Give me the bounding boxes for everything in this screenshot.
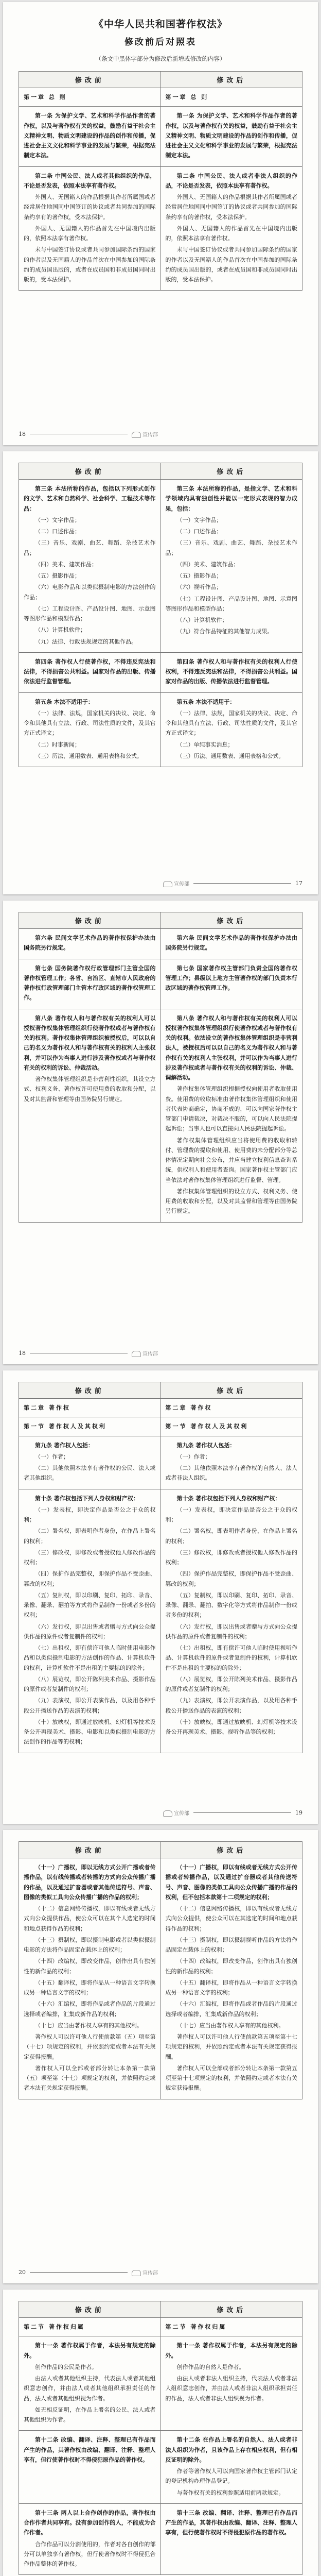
- paragraph: 第九条 著作权人包括：: [176, 1442, 236, 1449]
- paragraph: 外国人、无国籍人的作品首先在中国境内出版的，依照本法享有著作权。: [24, 225, 156, 242]
- header-before: 修改前: [19, 2301, 161, 2318]
- header-before: 修改前: [19, 72, 161, 88]
- comparison-table: [19, 1841, 302, 2099]
- paragraph: 著作权集体管理组织是非营利性组织，其设立方式、权利义务、著作权许可使用费的收取和分配，以及对其监督和管理等由国务院另行规定。: [24, 1076, 156, 1103]
- paragraph: 第四条 著作权人行使著作权，不得违反宪法和法律，不得损害公共利益。国家对作品的出版、传播依法进行监督管理。: [24, 658, 156, 685]
- comparison-table: [19, 912, 302, 1223]
- document-page: [3, 2290, 318, 2576]
- before-cell: [19, 2503, 161, 2575]
- before-cell: [19, 1436, 161, 1489]
- paragraph: （十五）翻译权，即将作品从一种语言文字转换成另一种语言文字的权利；: [24, 1979, 156, 1996]
- after-cell: [160, 692, 302, 767]
- paragraph: （一）文字作品；: [176, 516, 222, 523]
- paragraph: （二）时事新闻；: [35, 741, 80, 748]
- after-cell: [160, 652, 302, 692]
- paragraph: （十）放映权，即通过放映机、幻灯机等技术设备公开再现美术、摄影、电影和以类似摄制电影的方法创作的作品等的权利；: [24, 1718, 156, 1745]
- paragraph: 由法人或者其他组织主持，代表法人或者其他组织意志创作，并由法人或者其他组织承担责任的作品，法人或者其他组织视为作者。: [24, 2375, 156, 2402]
- article-row: [19, 1009, 302, 1222]
- page-body: [3, 2, 318, 291]
- paragraph: （七）工程设计图、产品设计图、地图、示意图等图形作品和模型作品；: [24, 605, 156, 622]
- paragraph: （十四）改编权，即改变作品，创作出具有独创性的新作品的权利；: [24, 1958, 156, 1975]
- paragraph: （十二）信息网络传播权，即以有线或者无线方式向公众提供作品，使公众可以在其个人选定的时间和地点获得作品的权利；: [24, 1905, 156, 1932]
- paragraph: 第二条 中国公民、法人或者非法人组织的作品，不论是否发表，依照本法享有著作权。: [165, 172, 297, 189]
- document-subtitle: 修改前后对照表: [124, 37, 197, 47]
- after-cell: [160, 929, 302, 959]
- paragraph: （一）发表权，即决定作品是否公之于众的权利；: [165, 1506, 297, 1523]
- article-row: [19, 1858, 302, 2099]
- paragraph: 创作作品的公民是作者。: [35, 2363, 97, 2370]
- paragraph: 合作作品可以分割使用的，作者对各自创作的部分可以单独享有著作权，但行使著作权时不得侵犯合作作品整体的著作权。: [24, 2540, 156, 2567]
- paragraph: （四）保护作品完整权，即保护作品不受歪曲、篡改的权利；: [24, 1570, 156, 1587]
- paragraph: （九）表演权，即公开表演作品，以及用各种手段公开播送作品的表演的权利；: [24, 1697, 156, 1714]
- document-note: （条文中黑体字部分为修改后新增或修改的内容）: [95, 55, 226, 62]
- before-cell: [19, 1489, 161, 1753]
- comparison-table: [19, 2301, 302, 2575]
- logo-text: 宣传部: [142, 432, 158, 438]
- article-row: [19, 166, 302, 291]
- before-cell: [19, 480, 161, 653]
- before-cell: [19, 166, 161, 291]
- paragraph: 第十三条 改编、翻译、注释、整理已有作品而产生的作品，其著作权由改编、翻译、注释、整理人享有，但行使著作权时不得侵犯原作品的著作权。: [165, 2509, 297, 2536]
- paragraph: 第七条 国家著作权主管部门负责全国的著作权管理工作；县级以上地方主管著作权的部门负责本行政区域的著作权管理工作。: [165, 964, 297, 991]
- paragraph: （八）计算机软件；: [176, 617, 228, 623]
- article-row: [19, 2336, 302, 2431]
- before-cell: [19, 107, 161, 166]
- paragraph: （十七）应当由著作权人享有的其他权利。: [35, 2022, 142, 2029]
- after-cell: [160, 2503, 302, 2575]
- paragraph: 第十一条 著作权属于作者，本法另有规定的除外。: [165, 2342, 297, 2359]
- paragraph: （五）复制权，即以印刷、复印、拓印、录音、录像、翻录、翻拍等方式将作品制作一份或者多份的权利；: [24, 1591, 156, 1619]
- publisher-logo: [163, 1809, 189, 1817]
- paragraph: （七）出租权，即有偿许可他人临时使用电影作品和以类似摄制电影的方法创作的作品、计算机软件的权利，计算机软件不是出租的主要标的的除外；: [24, 1645, 156, 1671]
- paragraph: （十四）改编权，即改变作品，创作出具有独创性的新作品的权利；: [165, 1958, 297, 1975]
- logo-icon: [132, 2270, 141, 2276]
- paragraph: 第九条 著作权人包括：: [35, 1442, 94, 1449]
- before-cell: [19, 1858, 161, 2099]
- header-after: 修改后: [160, 2301, 302, 2318]
- header-after: 修改后: [160, 1842, 302, 1858]
- article-row: [19, 1489, 302, 1753]
- paragraph: （五）复制权，即以印刷、复印、拓印、录音、录像、翻录、翻拍、数字化等方式将作品制作一份或者多份的权利；: [165, 1591, 297, 1619]
- article-row: [19, 959, 302, 1009]
- paragraph: 外国人、无国籍人的作品根据其作者所属国或者经常居住地国同中国签订的协议或者共同参加的国际条约享有的著作权，受本法保护。: [24, 194, 156, 221]
- paragraph: 第五条 本法不适用于：: [35, 698, 94, 705]
- folio-rule: [30, 2272, 128, 2273]
- publisher-logo: [163, 879, 189, 887]
- paragraph: （二）其他依照本法享有著作权的自然人、法人或者非法人组织。: [165, 1465, 297, 1482]
- paragraph: （十）放映权，即通过放映机、幻灯机等技术设备公开再现美术、摄影、视听作品等的权利；: [165, 1718, 297, 1735]
- before-cell: 第二节 著作权归属: [19, 2318, 161, 2336]
- paragraph: （九）符合作品特征的其他智力成果。: [176, 628, 273, 635]
- paragraph: 著作权集体管理组织根据授权向使用者收取使用费。使用费的收取标准由著作权集体管理组织和使用者代表协商确定，协商不成的，可以向国家著作权主管部门申请裁决，对裁决不服的，可以向人民法院提起诉讼；当事人也可以直接向人民法院提起诉讼。: [165, 1086, 297, 1132]
- paragraph: 第一条 为保护文学、艺术和科学作品作者的著作权，以及与著作权有关的权益，鼓励有益于社会主义精神文明、物质文明建设的作品的创作和传播，促进社会主义文化和科学事业的发展与繁荣，根据宪法制定本法。: [165, 112, 297, 159]
- paragraph: （八）展览权，即公开陈列美术作品、摄影作品的原件或者复制件的权利；: [24, 1675, 156, 1692]
- table-header-row: [19, 72, 302, 88]
- paragraph: （二）口述作品；: [35, 528, 80, 535]
- comparison-table: [19, 1382, 302, 1753]
- paragraph: 第五条 本法不适用于：: [176, 698, 236, 705]
- paragraph: （二）署名权，即表明作者身份，在作品上署名的权利；: [24, 1528, 156, 1545]
- before-cell: [19, 2336, 161, 2431]
- after-cell: [160, 1489, 302, 1753]
- logo-icon: [132, 1351, 141, 1357]
- paragraph: 第十二条 在作品上署名的自然人、法人或者非法人组织为作者，且该作品上存在相应权利，但有相反证明的除外。: [165, 2436, 297, 2463]
- page-number: 18: [19, 431, 26, 437]
- before-cell: [19, 652, 161, 692]
- before-cell: [19, 692, 161, 767]
- page-number: 20: [19, 2269, 26, 2276]
- chapter-row: [19, 1417, 302, 1436]
- paragraph: （七）出租权，即有偿许可他人临时使用视听作品、计算机软件的原件或者复制件的权利，计算机软件不是出租的主要标的的除外；: [165, 1645, 297, 1671]
- paragraph: 外国人、无国籍人的作品首先在中国境内出版的，依照本法享有著作权。: [165, 225, 297, 242]
- after-cell: 第一章 总 则: [160, 88, 302, 107]
- paragraph: 第十一条 著作权属于作者，本法另有规定的除外。: [24, 2342, 156, 2359]
- page-body: [3, 2290, 318, 2575]
- table-header-row: [19, 1842, 302, 1858]
- page-number: 19: [295, 1809, 302, 1816]
- after-cell: [160, 1436, 302, 1489]
- before-cell: 第一节 著作权人及其权利: [19, 1417, 161, 1436]
- paragraph: （六）发行权，即以出售或者赠与方式向公众提供作品的原件或者复制件的权利；: [165, 1623, 297, 1640]
- header-before: 修改前: [19, 1382, 161, 1399]
- paragraph: （十五）翻译权，即将作品从一种语言文字转换成另一种语言文字的权利；: [165, 1979, 297, 1996]
- paragraph: （二）口述作品；: [176, 528, 222, 535]
- paragraph: （一）法律、法规，国家机关的决议、决定、命令和其他具有立法、行政、司法性质的文件，及其官方正式译文；: [24, 709, 156, 737]
- paragraph: 第六条 民间文学艺术作品的著作权保护办法由国务院另行规定。: [24, 935, 156, 952]
- article-row: [19, 1436, 302, 1489]
- paragraph: （六）视听作品；: [176, 584, 222, 591]
- paragraph: 外国人、无国籍人的作品根据其作者所属国或者经常居住地国同中国签订的协议或者共同参加的国际条约享有的著作权，受本法保护。: [165, 194, 297, 221]
- document-page: [3, 451, 318, 894]
- paragraph: 著作权人可以全部或者部分转让本条第一款第（五）项至第（十七）项规定的权利，并依照约定或者本法有关规定获得报酬。: [24, 2064, 156, 2092]
- paragraph: 与著作权有关的权利参照适用前两款规定。: [176, 2489, 284, 2496]
- page-folio: [19, 2268, 158, 2276]
- before-cell: 第二章 著作权: [19, 1399, 161, 1417]
- paragraph: 第四条 著作权人和与著作权有关的权利人行使权利，不得违反宪法和法律，不得损害公共利益。国家对作品的出版、传播依法进行监督管理。: [165, 658, 297, 685]
- paragraph: （四）美术、建筑作品；: [176, 561, 239, 568]
- table-header-row: [19, 2301, 302, 2318]
- paragraph: （五）摄影作品；: [35, 572, 80, 579]
- logo-icon: [163, 1810, 172, 1817]
- paragraph: （三）修改权，即修改或者授权他人修改作品的权利；: [165, 1549, 297, 1566]
- paragraph: 第八条 著作权人和与著作权有关的权利人可以授权著作权集体管理组织行使著作权或者与著作权有关的权利。著作权集体管理组织被授权后，可以以自己的名义为著作权人和与著作权有关的权利人主张权利，并可以作为当事人进行涉及著作权或者与著作权有关的权利的诉讼、仲裁活动。: [24, 1014, 156, 1071]
- article-row: [19, 692, 302, 767]
- paragraph: （十六）汇编权，即将作品或者作品的片段通过选择或者编排，汇集成新作品的权利；: [165, 2001, 297, 2018]
- paragraph: （六）发行权，即以出售或者赠与方式向公众提供作品的原件或者复制件的权利；: [24, 1623, 156, 1640]
- article-row: [19, 107, 302, 166]
- paragraph: 第七条 国务院著作权行政管理部门主管全国的著作权管理工作；各省、自治区、直辖市人民政府的著作权行政管理部门主管本行政区域的著作权管理工作。: [24, 964, 156, 1002]
- after-cell: 第二章 著作权: [160, 1399, 302, 1417]
- paragraph: （三）音乐、戏剧、曲艺、舞蹈、杂技艺术作品；: [165, 539, 297, 556]
- page-number: 18: [19, 1350, 26, 1357]
- after-cell: [160, 107, 302, 166]
- header-after: 修改后: [160, 1382, 302, 1399]
- document-page: [3, 2, 318, 445]
- paragraph: （四）美术、建筑作品；: [35, 561, 97, 568]
- header-after: 修改后: [160, 912, 302, 929]
- paragraph: 著作权人可以许可他人行使前款第五项至第十七项规定的权利，并依照约定或者本法有关规定获得报酬。: [165, 2033, 297, 2060]
- page-folio: [163, 1809, 302, 1817]
- after-cell: [160, 959, 302, 1009]
- paragraph: （七）工程设计图、产品设计图、地图、示意图等图形作品和模型作品；: [165, 595, 297, 612]
- document-page: [3, 1370, 318, 1824]
- comparison-table: [19, 463, 302, 767]
- paragraph: （一）作者；: [176, 1453, 211, 1460]
- paragraph: （八）展览权，即公开陈列美术作品、摄影作品的原件或者复制件的权利；: [165, 1675, 297, 1692]
- paragraph: （十三）摄制权，即以摄制视听作品的方法将作品固定在载体上的权利；: [165, 1936, 297, 1953]
- paragraph: 著作权人可以全部或者部分转让本条第一款第五项至第十七项规定的权利，并依照约定或者本法有关规定获得报酬。: [165, 2064, 297, 2092]
- page-body: [3, 1830, 318, 2099]
- before-cell: [19, 1009, 161, 1222]
- after-cell: [160, 1009, 302, 1222]
- chapter-row: [19, 88, 302, 107]
- chapter-row: [19, 2318, 302, 2336]
- comparison-table: [19, 71, 302, 291]
- paragraph: （三）历法、通用数表、通用表格和公式。: [176, 752, 284, 759]
- article-row: [19, 652, 302, 692]
- paragraph: 著作权集体管理组织应当将使用费的收取和转付、管理费的提取和使用、使用费的未分配部分等总体情况定期向社会公布，并应当建立权利信息查询系统，供权利人和使用者查询。国家著作权主管部门应当依法对著作权集体管理组织进行监督、管理。: [165, 1137, 297, 1183]
- paragraph: （十二）信息网络传播权，即以有线或者无线方式向公众提供，使公众可以在其选定的时间和地点获得作品的权利；: [165, 1905, 297, 1932]
- paragraph: 如无相反证明，在作品上署名的公民、法人或者其他组织为作者。: [24, 2406, 156, 2423]
- page-folio: [19, 430, 158, 438]
- folio-rule: [193, 883, 291, 884]
- paragraph: （二）单纯事实消息；: [176, 741, 234, 748]
- paragraph: （九）法律、行政法规规定的其他作品。: [35, 638, 137, 645]
- paragraph: （十六）汇编权，即将作品或者作品的片段通过选择或者编排，汇集成新作品的权利；: [24, 2001, 156, 2018]
- header-after: 修改后: [160, 72, 302, 88]
- paragraph: （二）署名权，即表明作者身份，在作品上署名的权利；: [165, 1528, 297, 1545]
- paragraph: 第一条 为保护文学、艺术和科学作品作者的著作权，以及与著作权有关的权益，鼓励有益于社会主义精神文明、物质文明建设的作品的创作和传播，促进社会主义文化和科学事业的发展与繁荣，根据宪法制定本法。: [24, 112, 156, 159]
- page-body: [3, 1370, 318, 1753]
- paragraph: 著作权集体管理组织的设立方式、权利义务、使用费的收取和分配，以及对其监督和管理等由国务院另行规定。: [165, 1188, 297, 1215]
- header-before: 修改前: [19, 463, 161, 480]
- before-cell: [19, 2431, 161, 2504]
- paragraph: （三）修改权，即修改或者授权他人修改作品的权利；: [24, 1549, 156, 1566]
- folio-rule: [193, 1812, 291, 1813]
- paragraph: 第三条 本法所称的作品，包括以下列形式创作的文学、艺术和自然科学、社会科学、工程技术等作品：: [24, 485, 156, 512]
- paragraph: 第十二条 改编、翻译、注释、整理已有作品而产生的作品，其著作权由改编、翻译、注释、整理人享有，但行使著作权时不得侵犯原作品的著作权。: [24, 2436, 156, 2463]
- paragraph: 著作权人可以许可他人行使前款第（五）项至第（十七）项规定的权利，并依照约定或者本法有关规定获得报酬。: [24, 2033, 156, 2060]
- after-cell: [160, 2431, 302, 2504]
- paragraph: 未与中国签订协议或者共同参加国际条约的国家的作者以及无国籍人的作品首次在中国参加的国际条约的成员国出版的，或者在成员国和非成员国同时出版的，受本法保护。: [165, 246, 297, 283]
- after-cell: 第二节 著作权归属: [160, 2318, 302, 2336]
- table-header-row: [19, 912, 302, 929]
- paragraph: 创作作品的自然人是作者。: [176, 2363, 245, 2370]
- page-body: [3, 451, 318, 767]
- document-title: 《中华人民共和国著作权法》: [93, 19, 227, 30]
- after-cell: [160, 166, 302, 291]
- paragraph: （六）电影作品和以类似摄制电影的方法创作的作品；: [24, 584, 156, 601]
- paragraph: （十一）广播权，即以有线或者无线方式公开传播或者转播作品，以及通过扩音器或者其他传送符号、声音、图像的类似工具向公众传播广播的作品的权利，但不包括本款第十二项规定的权利；: [165, 1864, 297, 1901]
- paragraph: （三）音乐、戏剧、曲艺、舞蹈、杂技艺术作品；: [24, 539, 156, 556]
- page-folio: [163, 879, 302, 887]
- before-cell: [19, 959, 161, 1009]
- publisher-logo: [132, 1349, 158, 1357]
- logo-text: 宣传部: [174, 882, 189, 887]
- paragraph: 第十条 著作权包括下列人身权和财产权：: [35, 1495, 139, 1502]
- paragraph: （八）计算机软件；: [35, 626, 86, 634]
- paragraph: 第六条 民间文学艺术作品的著作权保护办法由国务院另行规定。: [165, 935, 297, 952]
- paragraph: 第十三条 两人以上合作创作的作品，著作权由合作作者共同享有。没有参加创作的人，不能成为合作作者。: [24, 2509, 156, 2536]
- article-row: [19, 929, 302, 959]
- paragraph: 未与中国签订协议或者共同参加国际条约的国家的作者以及无国籍人的作品首次在中国参加的国际条约的成员国出版的，或者在成员国和非成员国同时出版的，受本法保护。: [24, 246, 156, 283]
- header-before: 修改前: [19, 1842, 161, 1858]
- paragraph: （三）历法、通用数表、通用表格和公式。: [35, 752, 142, 759]
- table-header-row: [19, 463, 302, 480]
- publisher-logo: [132, 430, 158, 438]
- document-page: [3, 901, 318, 1364]
- paragraph: （十一）广播权，即以无线方式公开广播或者传播作品，以有线传播或者转播的方式向公众传播广播的作品，以及通过扩音器或者其他传送符号、声音、图像的类似工具向公众传播广播的作品的权利；: [24, 1864, 156, 1901]
- after-cell: [160, 2336, 302, 2431]
- logo-text: 宣传部: [142, 1351, 158, 1357]
- paragraph: 第三条 本法所称的作品，是指文学、艺术和科学领域内具有独创性并能以一定形式表现的智力成果，包括：: [165, 485, 297, 512]
- paragraph: 第二条 中国公民、法人或者其他组织的作品，不论是否发表，依照本法享有著作权。: [24, 172, 156, 189]
- after-cell: [160, 1858, 302, 2099]
- logo-text: 宣传部: [174, 1811, 189, 1817]
- table-header-row: [19, 1382, 302, 1399]
- page-body: [3, 901, 318, 1223]
- article-row: [19, 480, 302, 653]
- logo-text: 宣传部: [142, 2270, 158, 2276]
- article-row: [19, 2503, 302, 2575]
- before-cell: 第一章 总 则: [19, 88, 161, 107]
- article-row: [19, 2431, 302, 2504]
- paragraph: 作者等著作权人可以向国家著作权主管部门认定的登记机构办理作品登记。: [165, 2468, 297, 2485]
- document-page: [3, 1830, 318, 2283]
- paragraph: （四）保护作品完整权，即保护作品不受歪曲、篡改的权利；: [165, 1570, 297, 1587]
- publisher-logo: [132, 2268, 158, 2276]
- paragraph: 由法人或者非法人组织主持，代表法人或者非法人组织意志创作，并由法人或者非法人组织承担责任的作品，法人或者非法人组织视为作者。: [165, 2375, 297, 2402]
- logo-icon: [163, 881, 172, 887]
- paragraph: 第十条 著作权包括下列人身权和财产权：: [176, 1495, 281, 1502]
- paragraph: （一）发表权，即决定作品是否公之于众的权利；: [24, 1506, 156, 1523]
- after-cell: [160, 480, 302, 653]
- paragraph: （十三）摄制权，即以摄制电影或者以类似摄制电影的方法将作品固定在载体上的权利；: [24, 1936, 156, 1953]
- chapter-row: [19, 1399, 302, 1417]
- header-after: 修改后: [160, 463, 302, 480]
- page-number: 17: [295, 880, 302, 887]
- paragraph: 第八条 著作权人和与著作权有关的权利人可以授权著作权集体管理组织行使著作权或者与著作权有关的权利。依法设立的著作权集体管理组织是非营利法人，被授权后可以以自己的名义为著作权人和与著作权有关的权利人主张权利，并可以作为当事人进行涉及著作权或者与著作权有关的权利的诉讼、仲裁、调解活动。: [165, 1014, 297, 1081]
- before-cell: [19, 929, 161, 959]
- paragraph: （一）文字作品；: [35, 516, 80, 523]
- paragraph: （十七）应当由著作权人享有的其他权利。: [176, 2022, 284, 2029]
- paragraph: （五）摄影作品；: [176, 572, 222, 579]
- paragraph: （二）其他依照本法享有著作权的公民、法人或者其他组织。: [24, 1465, 156, 1482]
- after-cell: 第一节 著作权人及其权利: [160, 1417, 302, 1436]
- paragraph: （九）表演权，即公开表演作品，以及用各种手段公开播送作品的表演的权利；: [165, 1697, 297, 1714]
- paragraph: （一）作者；: [35, 1453, 69, 1460]
- page-folio: [19, 1349, 158, 1357]
- header-before: 修改前: [19, 912, 161, 929]
- paragraph: （一）法律、法规，国家机关的决议、决定、命令和其他具有立法、行政、司法性质的文件，及其官方正式译文；: [165, 709, 297, 737]
- logo-icon: [132, 432, 141, 438]
